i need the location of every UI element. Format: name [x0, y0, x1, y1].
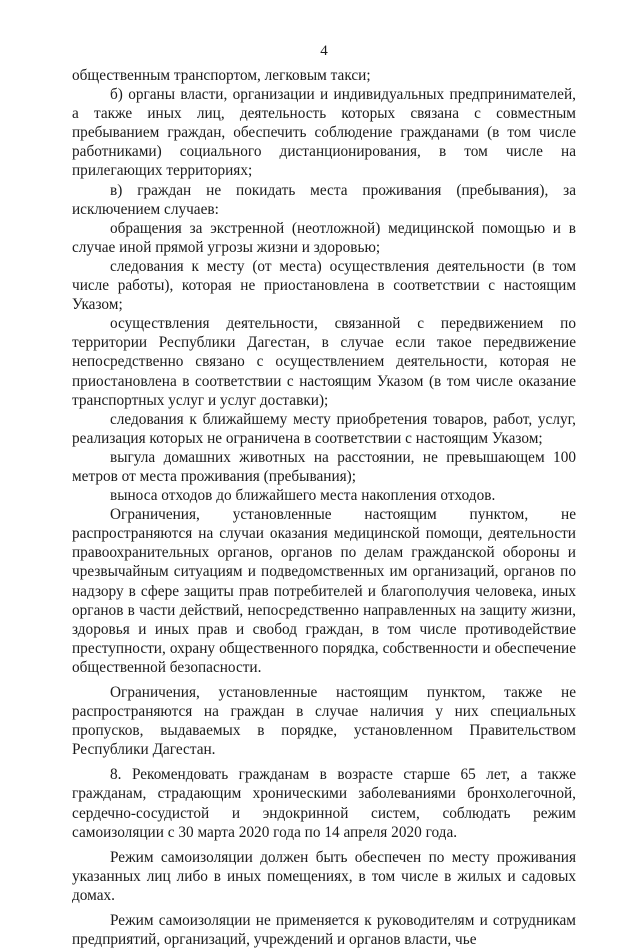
paragraph: выгула домашних животных на расстоянии, не превышающем 100 метров от места проживания (пребывания);	[72, 448, 576, 485]
paragraph: Ограничения, установленные настоящим пунктом, также не распространяются на граждан в случае наличия у них специальных пропусков, выдаваемых в порядке, установленном Правительством Республики Дагестан.	[72, 684, 576, 759]
paragraph: Режим самоизоляции не применяется к руководителям и сотрудникам предприятий, организаций, учреждений и органов власти, чье	[72, 912, 576, 949]
paragraph: следования к месту (от места) осуществления деятельности (в том числе работы), которая не приостановлена в соответствии с настоящим Указом;	[72, 257, 576, 314]
page-number: 4	[320, 43, 328, 59]
paragraph: б) органы власти, организации и индивидуальных предпринимателей, а также иных лиц, деятельность которых связана с совместным пребыванием граждан, обеспечить соблюдение гражданами (в том числе работниками) социального дистанционирования, в том числе на прилегающих территориях;	[72, 86, 576, 180]
paragraph: обращения за экстренной (неотложной) медицинской помощью и в случае иной прямой угрозы жизни и здоровью;	[72, 219, 576, 256]
paragraph: Ограничения, установленные настоящим пунктом, не распространяются на случаи оказания медицинской помощи, деятельности правоохранительных органов, органов по делам гражданской обороны и чрезвычайным ситуациям и подведомственных им организаций, органов по надзору в сфере защиты прав потребителей и благополучия человека, иных органов в части действий, непосредственно направленных на защиту жизни, здоровья и иных прав и свобод граждан, в том числе противодействие преступности, охрану общественного порядка, собственности и обеспечение общественной безопасности.	[72, 506, 576, 676]
paragraph: осуществления деятельности, связанной с передвижением по территории Республики Дагестан, в случае если такое передвижение непосредственно связано с осуществлением деятельности, которая не приостановлена в соответствии с настоящим Указом (в том числе оказание транспортных услуг и услуг доставки);	[72, 315, 576, 409]
paragraph: в) граждан не покидать места проживания (пребывания), за исключением случаев:	[72, 181, 576, 218]
paragraph: 8. Рекомендовать гражданам в возрасте старше 65 лет, а также гражданам, страдающим хроническими заболеваниями бронхолегочной, сердечно-сосудистой и эндокринной систем, соблюдать режим самоизоляции с 30 марта 2020 года по 14 апреля 2020 года.	[72, 766, 576, 841]
paragraph: выноса отходов до ближайшего места накопления отходов.	[110, 487, 496, 505]
paragraph: следования к ближайшему месту приобретения товаров, работ, услуг, реализация которых не ограничена в соответствии с настоящим Указом;	[72, 410, 576, 447]
paragraph: Режим самоизоляции должен быть обеспечен по месту проживания указанных лиц либо в иных помещениях, в том числе в жилых и садовых домах.	[72, 848, 576, 904]
paragraph: общественным транспортом, легковым такси;	[72, 67, 371, 84]
